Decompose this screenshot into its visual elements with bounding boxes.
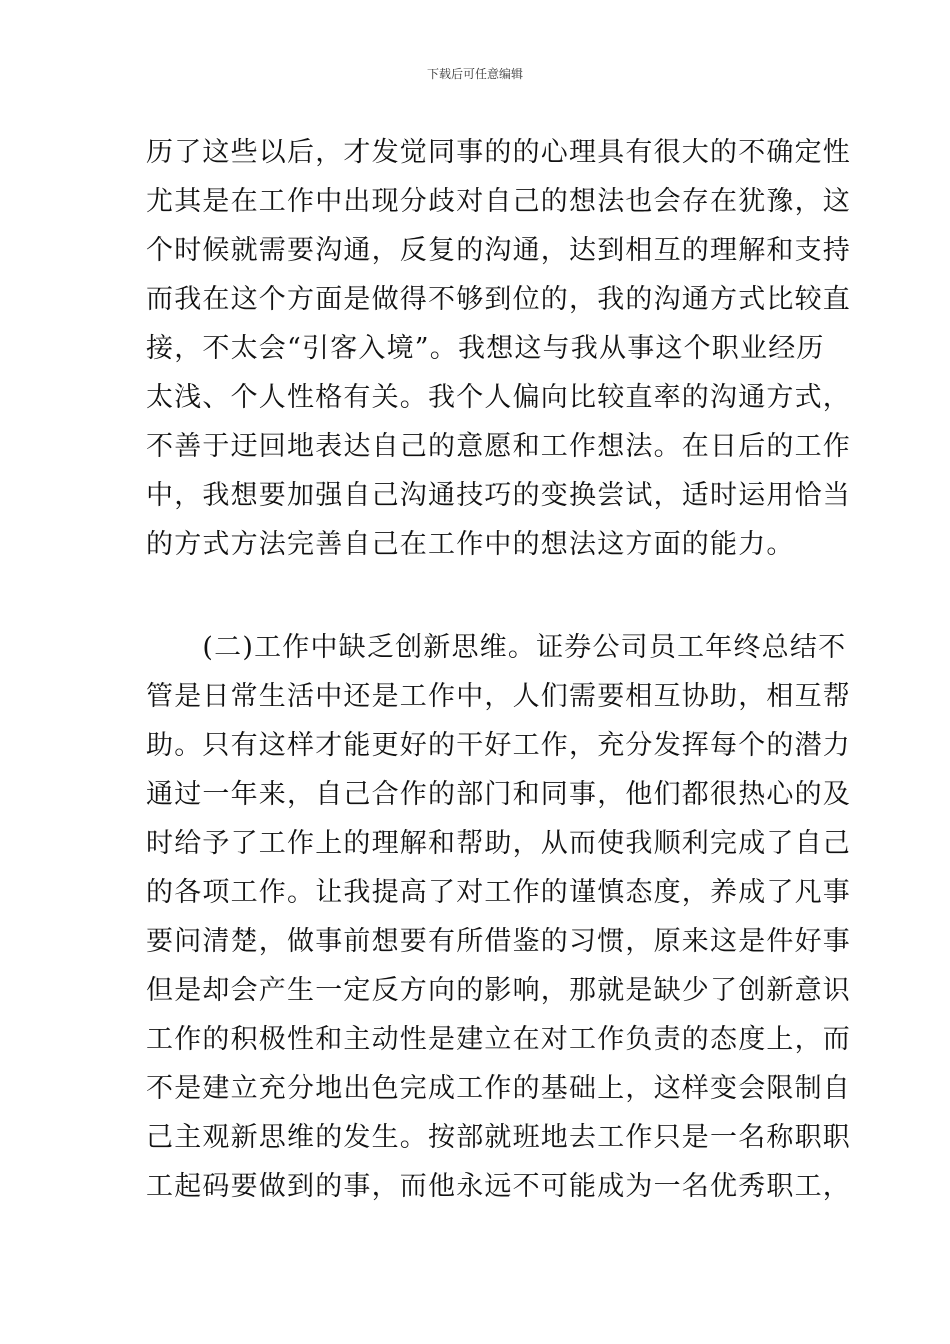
text-line: 接，不太会“引客入境”。我想这与我从事这个职业经历: [146, 333, 825, 364]
text-line: 工作的积极性和主动性是建立在对工作负责的态度上，而: [146, 1024, 851, 1055]
text-line: 通过一年来，自己合作的部门和同事，他们都很热心的及: [146, 779, 851, 810]
text-line: 己主观新思维的发生。按部就班地去工作只是一名称职职: [146, 1122, 851, 1153]
paragraph-innovation: [146, 623, 851, 1211]
paragraph-communication: [146, 128, 851, 569]
text-line: 历了这些以后，才发觉同事的的心理具有很大的不确定性: [146, 137, 851, 168]
text-line: 中，我想要加强自己沟通技巧的变换尝试，适时运用恰当: [146, 480, 851, 511]
text-line: 太浅、个人性格有关。我个人偏向比较直率的沟通方式，: [146, 382, 851, 413]
text-line: 不善于迂回地表达自己的意愿和工作想法。在日后的工作: [146, 431, 851, 462]
text-line: 要问清楚，做事前想要有所借鉴的习惯，原来这是件好事: [146, 926, 851, 957]
text-line: 工起码要做到的事，而他永远不可能成为一名优秀职工，: [146, 1171, 851, 1202]
page-header: 下载后可任意编辑: [426, 67, 523, 81]
text-line: 助。只有这样才能更好的干好工作，充分发挥每个的潜力: [146, 730, 851, 761]
text-line: 而我在这个方面是做得不够到位的，我的沟通方式比较直: [146, 284, 851, 315]
text-line: 的方式方法完善自己在工作中的想法这方面的能力。: [146, 529, 795, 560]
text-line: (二)工作中缺乏创新思维。证券公司员工年终总结不: [146, 632, 847, 663]
text-line: 时给予了工作上的理解和帮助，从而使我顺利完成了自己: [146, 828, 851, 859]
text-line: 尤其是在工作中出现分歧对自己的想法也会存在犹豫，这: [146, 186, 851, 217]
text-line: 个时候就需要沟通，反复的沟通，达到相互的理解和支持: [146, 235, 851, 266]
text-line: 不是建立充分地出色完成工作的基础上，这样变会限制自: [146, 1073, 851, 1104]
text-line: 但是却会产生一定反方向的影响，那就是缺少了创新意识: [146, 975, 851, 1006]
text-line: 的各项工作。让我提高了对工作的谨慎态度，养成了凡事: [146, 877, 851, 908]
text-line: 管是日常生活中还是工作中，人们需要相互协助，相互帮: [146, 681, 851, 712]
